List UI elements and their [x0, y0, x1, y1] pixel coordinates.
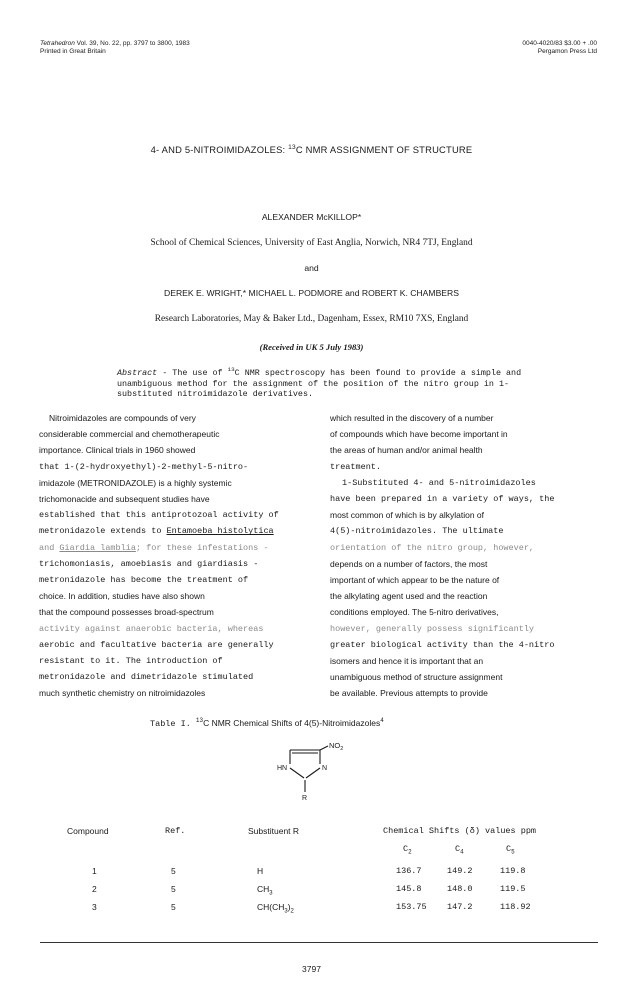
running-header-right — [522, 40, 597, 56]
running-header-left — [40, 40, 190, 56]
abstract: Abstract - The use of $^{13}$C NMR spectroscopy has been found to provide a simple and unambiguous method for the assignment of the position of the nitro group in 1-substituted nitroimidazole derivatives. — [117, 366, 522, 399]
received-date: (Received in UK 5 July 1983) — [259, 342, 364, 352]
right-line: unambiguous method of structure assignment — [330, 672, 503, 683]
author-second: DEREK E. WRIGHT,* MICHAEL L. PODMORE and ROBERT K. CHAMBERS — [164, 288, 459, 298]
species-entamoeba: Entamoeba histolytica — [166, 526, 274, 537]
right-line: orientation of the nitro group, however, — [330, 542, 535, 553]
left-line: resistant to it. The introduction of — [39, 656, 223, 667]
cell-c4: 148.0 — [447, 884, 473, 894]
col-header-ref: Ref. — [165, 826, 186, 836]
right-line: the areas of human and/or animal health — [330, 445, 483, 456]
journal-citation: Vol. 39, No. 22, pp. 3797 to 3800, 1983 — [74, 40, 190, 47]
left-line: considerable commercial and chemotherapeutic — [39, 429, 220, 440]
carbon-header: $C_5$ — [506, 844, 515, 856]
abstract-lead: Abstract — [117, 368, 158, 378]
species-giardia: Giardia lamblia — [59, 542, 136, 553]
affiliation-first: School of Chemical Sciences, University of East Anglia, Norwich, NR4 7TJ, England — [150, 238, 473, 248]
col-header-substituent: Substituent R — [248, 826, 300, 836]
cell-compound: 3 — [92, 902, 97, 912]
publisher: Pergamon Press Ltd — [537, 48, 597, 55]
right-line: however, generally possess significantly — [330, 623, 535, 634]
page-number: 3797 — [302, 964, 321, 974]
left-line: aerobic and facultative bacteria are generally — [39, 639, 274, 650]
left-line: much synthetic chemistry on nitroimidazoles — [39, 688, 206, 699]
left-line: activity against anaerobic bacteria, whereas — [39, 623, 264, 634]
nitro-label: $NO_2$ — [329, 741, 344, 752]
cell-c5: 119.5 — [500, 884, 526, 894]
cell-compound: 2 — [92, 884, 97, 894]
printed-location: Printed in Great Britain — [40, 48, 106, 55]
article-title: 4- AND 5-NITROIMIDAZOLES: $^{13}$C NMR ASSIGNMENT OF STRUCTURE — [150, 143, 473, 155]
table-caption: Table I. $^{13}$C NMR Chemical Shifts of 4(5)-Nitroimidazoles$^4$ — [150, 717, 384, 729]
cell-substituent: $CH_3$ — [257, 884, 273, 897]
col-header-shifts: Chemical Shifts (δ) values ppm — [383, 826, 537, 836]
right-line: which resulted in the discovery of a number — [330, 413, 494, 423]
table-bottom-rule — [40, 942, 598, 943]
left-line: trichomoniasis, amoebiasis and giardiasis - — [39, 558, 259, 569]
journal-name: Tetrahedron — [40, 40, 75, 47]
left-line: choice. In addition, studies have also shown — [39, 591, 205, 602]
left-line: Nitroimidazoles are compounds of very — [49, 413, 196, 423]
right-line: treatment. — [330, 461, 382, 472]
left-line: that the compound possesses broad-spectrum — [39, 607, 214, 618]
caption-reference: 4 — [380, 717, 384, 725]
left-line: metronidazole extends to Entamoeba histolytica — [39, 526, 274, 537]
right-line: most common of which is by alkylation of — [330, 510, 485, 521]
left-line: metronidazole and dimetridazole stimulated — [39, 672, 254, 683]
cell-c2: 153.75 — [396, 902, 427, 912]
cell-c2: 136.7 — [396, 866, 422, 876]
left-line: metronidazole has become the treatment of — [39, 575, 249, 586]
left-line: trichomonacide and subsequent studies have — [39, 494, 210, 505]
left-line: and Giardia lamblia; for these infestations - — [39, 542, 269, 553]
cell-c5: 118.92 — [500, 902, 531, 912]
cell-c4: 149.2 — [447, 866, 473, 876]
right-line: 4(5)-nitroimidazoles. The ultimate — [330, 526, 504, 537]
left-line: established that this antiprotozoal activity of — [39, 510, 279, 521]
hn-label: HN — [277, 765, 288, 772]
affiliation-second: Research Laboratories, May & Baker Ltd., Dagenham, Essex, RM10 7XS, England — [154, 314, 469, 324]
right-line: depends on a number of factors, the most — [330, 558, 488, 569]
col-header-compound: Compound — [67, 826, 109, 836]
cell-ref: 5 — [171, 866, 176, 876]
author-first: ALEXANDER McKILLOP* — [261, 212, 362, 222]
right-line: important of which appear to be the nature of — [330, 575, 500, 586]
r-label: R — [302, 795, 308, 802]
left-line: that 1-(2-hydroxyethyl)-2-methyl-5-nitro- — [39, 461, 249, 472]
left-column — [39, 410, 311, 702]
cell-c4: 147.2 — [447, 902, 473, 912]
issn-price: 0040-4020/83 $3.00 + .00 — [522, 40, 597, 47]
carbon-header: $C_4$ — [455, 844, 464, 856]
cell-substituent: $CH(CH_3)_2$ — [257, 902, 294, 915]
left-line: importance. Clinical trials in 1960 showed — [39, 445, 196, 456]
cell-compound: 1 — [92, 866, 97, 876]
right-column — [330, 410, 598, 702]
left-line: imidazole (METRONIDAZOLE) is a highly systemic — [39, 477, 232, 488]
cell-c2: 145.8 — [396, 884, 422, 894]
right-line: have been prepared in a variety of ways, the — [330, 494, 555, 505]
cell-c5: 119.8 — [500, 866, 526, 876]
right-line: isomers and hence it is important that an — [330, 656, 484, 667]
n-label: N — [322, 765, 328, 772]
imidazole-structure — [276, 738, 346, 802]
right-line: conditions employed. The 5-nitro derivatives, — [330, 607, 499, 618]
right-line: be available. Previous attempts to provide — [330, 688, 488, 699]
cell-ref: 5 — [171, 884, 176, 894]
cell-ref: 5 — [171, 902, 176, 912]
cell-substituent: H — [257, 866, 264, 876]
authors-and: and — [304, 263, 319, 273]
right-line: greater biological activity than the 4-nitro — [330, 639, 555, 650]
carbon-header: $C_2$ — [403, 844, 412, 856]
right-line: 1-Substituted 4- and 5-nitroimidazoles — [342, 477, 536, 488]
right-line: of compounds which have become important in — [330, 429, 508, 440]
right-line: the alkylating agent used and the reaction — [330, 591, 488, 602]
